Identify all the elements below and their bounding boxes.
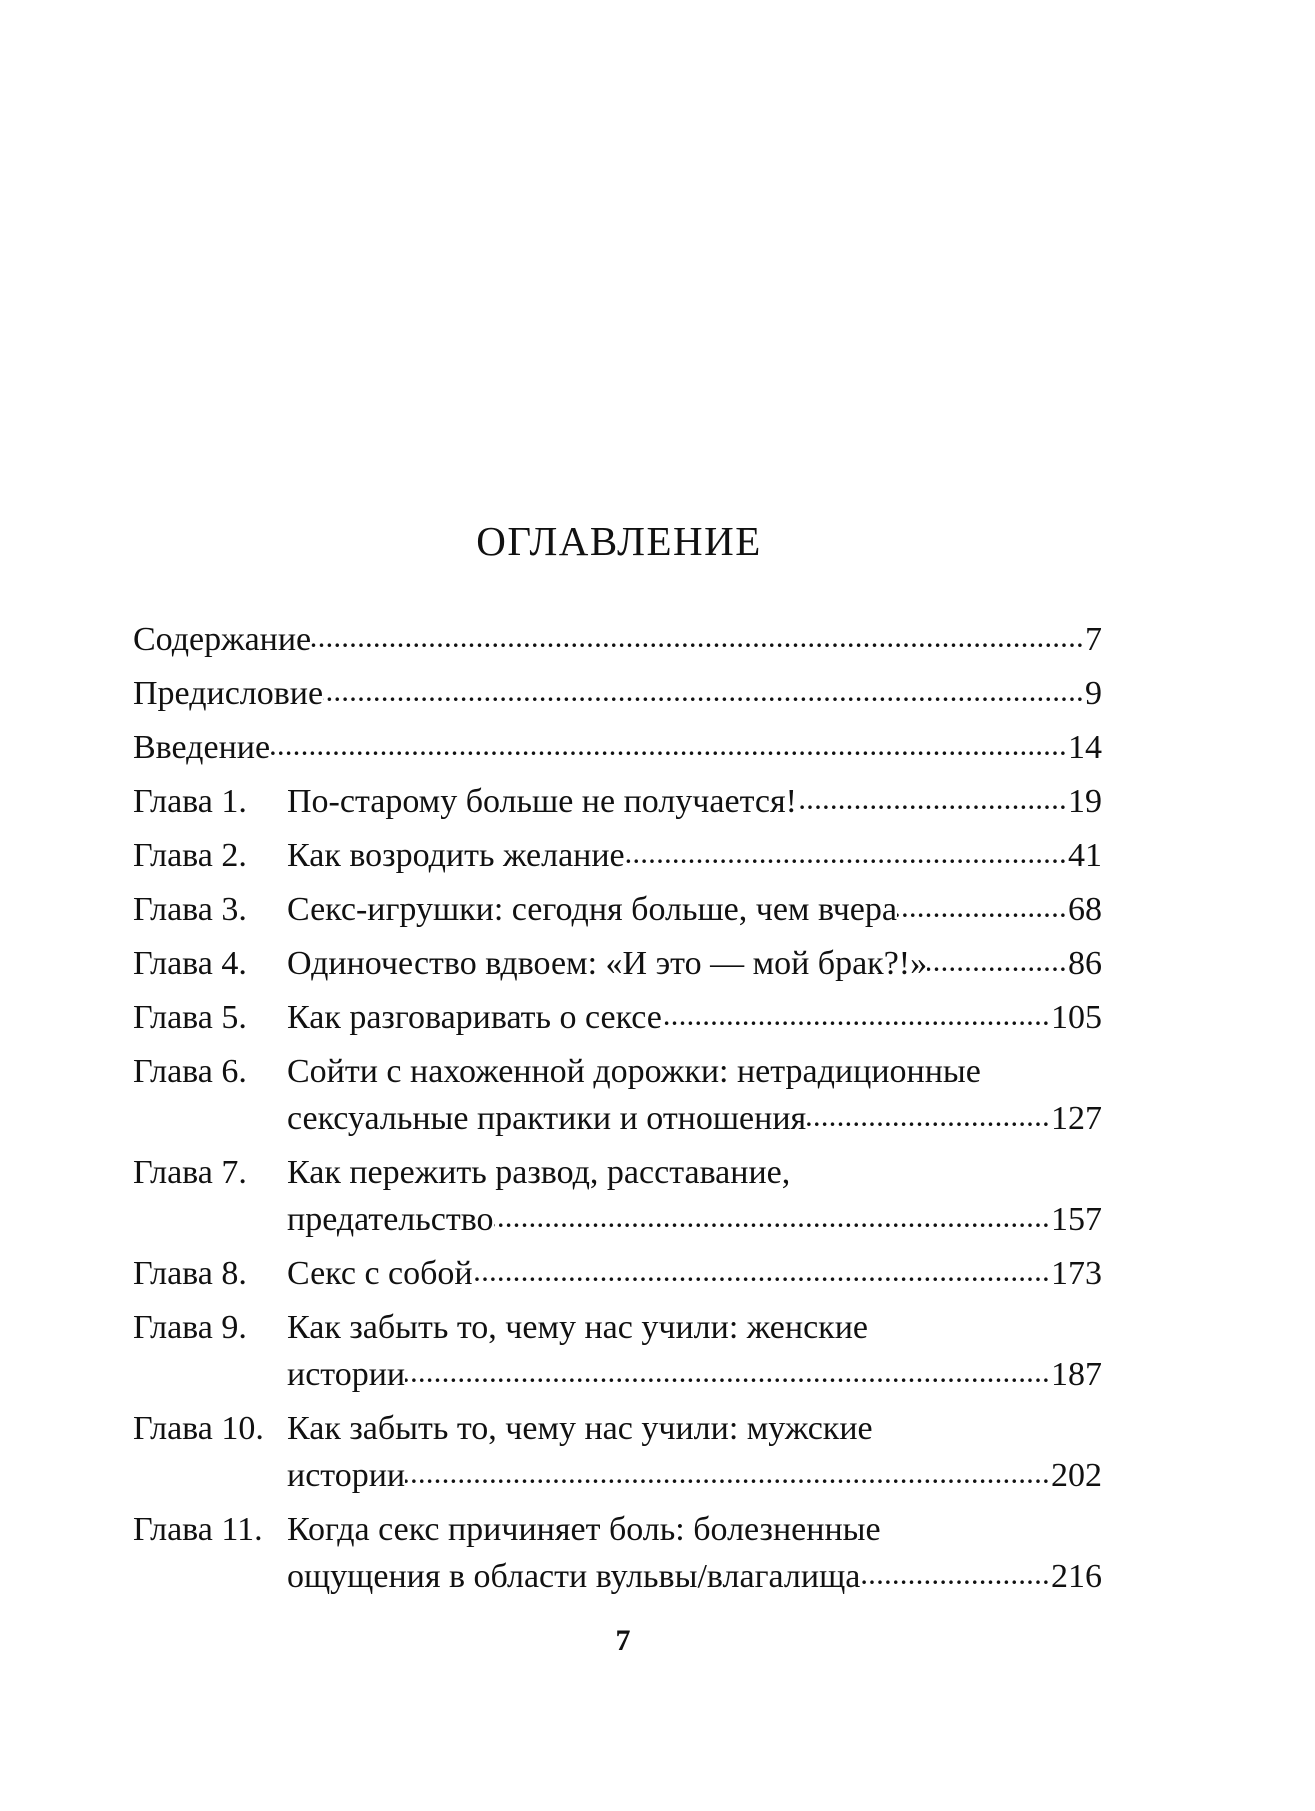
toc-entry-line — [287, 1250, 1102, 1297]
toc-entry-line — [133, 724, 1102, 771]
toc-entry-line — [287, 832, 1102, 879]
toc-entry-title: Как возродить желание — [287, 837, 625, 874]
toc-entry-title-continued: истории — [287, 1356, 406, 1393]
toc-entry-line — [287, 1196, 1102, 1243]
toc-entry-title: Как разговаривать о сексе — [287, 999, 662, 1036]
chapter-label: Глава 3. — [133, 891, 247, 928]
toc-entry-body — [287, 940, 1102, 987]
toc-entry-body — [287, 1304, 1102, 1398]
toc-entry-line — [287, 1351, 1102, 1398]
toc-entry-body — [133, 724, 1102, 771]
toc-entry-title: Когда секс причиняет боль: болезненные — [287, 1511, 881, 1548]
toc-entry-page: 157 — [1051, 1201, 1102, 1238]
toc-entry-line — [287, 1048, 1102, 1095]
toc-entry-line — [287, 994, 1102, 1041]
chapter-label: Глава 1. — [133, 783, 247, 820]
toc-entry-chapter-2[interactable] — [133, 832, 1102, 879]
toc-entry-page: 14 — [1068, 729, 1102, 766]
toc-entry-page: 41 — [1068, 837, 1102, 874]
toc-entry-title: Как пережить развод, расставание, — [287, 1154, 791, 1191]
dot-leader — [860, 1553, 1051, 1600]
toc-entry-chapter-11[interactable] — [133, 1506, 1102, 1600]
toc-heading: ОГЛАВЛЕНИЕ — [476, 518, 762, 565]
toc-entry-page: 202 — [1051, 1457, 1102, 1494]
toc-entry-line — [133, 670, 1102, 717]
toc-entry-title: Одиночество вдвоем: «И это — мой брак?!» — [287, 945, 928, 982]
dot-leader — [311, 616, 1085, 663]
dot-leader — [494, 1196, 1051, 1243]
toc-entry-page: 216 — [1051, 1558, 1102, 1595]
toc-entry-title: По-старому больше не получается! — [287, 783, 797, 820]
toc-entry-title: Секс с собой — [287, 1255, 473, 1292]
toc-entry-page: 105 — [1051, 999, 1102, 1036]
toc-entry-chapter-8[interactable] — [133, 1250, 1102, 1297]
toc-entry-page: 173 — [1051, 1255, 1102, 1292]
toc-entry-page: 127 — [1051, 1100, 1102, 1137]
toc-entry-chapter-5[interactable] — [133, 994, 1102, 1041]
toc-entry-body — [287, 1405, 1102, 1499]
chapter-label: Глава 4. — [133, 945, 247, 982]
toc-entry-line — [287, 886, 1102, 933]
dot-leader — [625, 832, 1068, 879]
chapter-label: Глава 10. — [133, 1410, 264, 1447]
toc-entry-page: 9 — [1085, 675, 1102, 712]
toc-entry-introduction[interactable] — [133, 724, 1102, 771]
chapter-label: Глава 5. — [133, 999, 247, 1036]
page-number: 7 — [615, 1624, 631, 1657]
toc-entry-title: Содержание — [133, 621, 312, 658]
toc-entry-line — [287, 1405, 1102, 1452]
toc-entry-page: 68 — [1068, 891, 1102, 928]
toc-entry-chapter-1[interactable] — [133, 778, 1102, 825]
chapter-label: Глава 6. — [133, 1053, 247, 1090]
toc-entry-title: Предисловие — [133, 675, 324, 712]
toc-entry-line — [287, 1149, 1102, 1196]
toc-entry-chapter-7[interactable] — [133, 1149, 1102, 1243]
dot-leader — [927, 940, 1068, 987]
toc-entry-title-continued: предательство — [287, 1201, 494, 1238]
toc-entry-body — [287, 994, 1102, 1041]
toc-entry-body — [287, 1048, 1102, 1142]
dot-leader — [270, 724, 1068, 771]
dot-leader — [405, 1452, 1051, 1499]
toc-entry-title: Как забыть то, чему нас учили: женские — [287, 1309, 868, 1346]
toc-entry-line — [287, 1452, 1102, 1499]
toc-entry-chapter-9[interactable] — [133, 1304, 1102, 1398]
toc-entry-title-continued: сексуальные практики и отношения — [287, 1100, 807, 1137]
toc-entry-body — [287, 832, 1102, 879]
toc-entry-title: Как забыть то, чему нас учили: мужские — [287, 1410, 873, 1447]
chapter-label: Глава 11. — [133, 1511, 263, 1548]
dot-leader — [405, 1351, 1051, 1398]
dot-leader — [662, 994, 1051, 1041]
toc-entry-title: Сойти с нахоженной дорожки: нетрадиционные — [287, 1053, 981, 1090]
toc-entry-line — [287, 1095, 1102, 1142]
toc-entry-line — [287, 778, 1102, 825]
toc-entry-title-continued: ощущения в области вульвы/влагалища — [287, 1558, 861, 1595]
toc-entry-line — [287, 1553, 1102, 1600]
toc-entry-body — [133, 616, 1102, 663]
toc-entry-body — [287, 1250, 1102, 1297]
toc-entry-line — [287, 1506, 1102, 1553]
toc-entry-body — [287, 1506, 1102, 1600]
toc-entry-chapter-3[interactable] — [133, 886, 1102, 933]
table-of-contents — [133, 616, 1102, 1600]
toc-entry-body — [133, 670, 1102, 717]
toc-entry-title-continued: истории — [287, 1457, 406, 1494]
toc-entry-chapter-4[interactable] — [133, 940, 1102, 987]
dot-leader — [323, 670, 1085, 717]
toc-entry-body — [287, 778, 1102, 825]
toc-entry-line — [287, 1304, 1102, 1351]
dot-leader — [806, 1095, 1051, 1142]
dot-leader — [797, 778, 1068, 825]
toc-entry-page: 7 — [1085, 621, 1102, 658]
toc-entry-line — [133, 616, 1102, 663]
toc-entry-page: 19 — [1068, 783, 1102, 820]
toc-entry-preface[interactable] — [133, 670, 1102, 717]
chapter-label: Глава 2. — [133, 837, 247, 874]
toc-entry-contents[interactable] — [133, 616, 1102, 663]
chapter-label: Глава 7. — [133, 1154, 247, 1191]
toc-entry-page: 187 — [1051, 1356, 1102, 1393]
toc-entry-chapter-10[interactable] — [133, 1405, 1102, 1499]
toc-entry-title: Секс-игрушки: сегодня больше, чем вчера — [287, 891, 897, 928]
chapter-label: Глава 8. — [133, 1255, 247, 1292]
chapter-label: Глава 9. — [133, 1309, 247, 1346]
dot-leader — [897, 886, 1068, 933]
toc-entry-body — [287, 886, 1102, 933]
toc-entry-page: 86 — [1068, 945, 1102, 982]
toc-entry-line — [287, 940, 1102, 987]
toc-entry-title: Введение — [133, 729, 271, 766]
dot-leader — [473, 1250, 1051, 1297]
toc-entry-chapter-6[interactable] — [133, 1048, 1102, 1142]
toc-entry-body — [287, 1149, 1102, 1243]
